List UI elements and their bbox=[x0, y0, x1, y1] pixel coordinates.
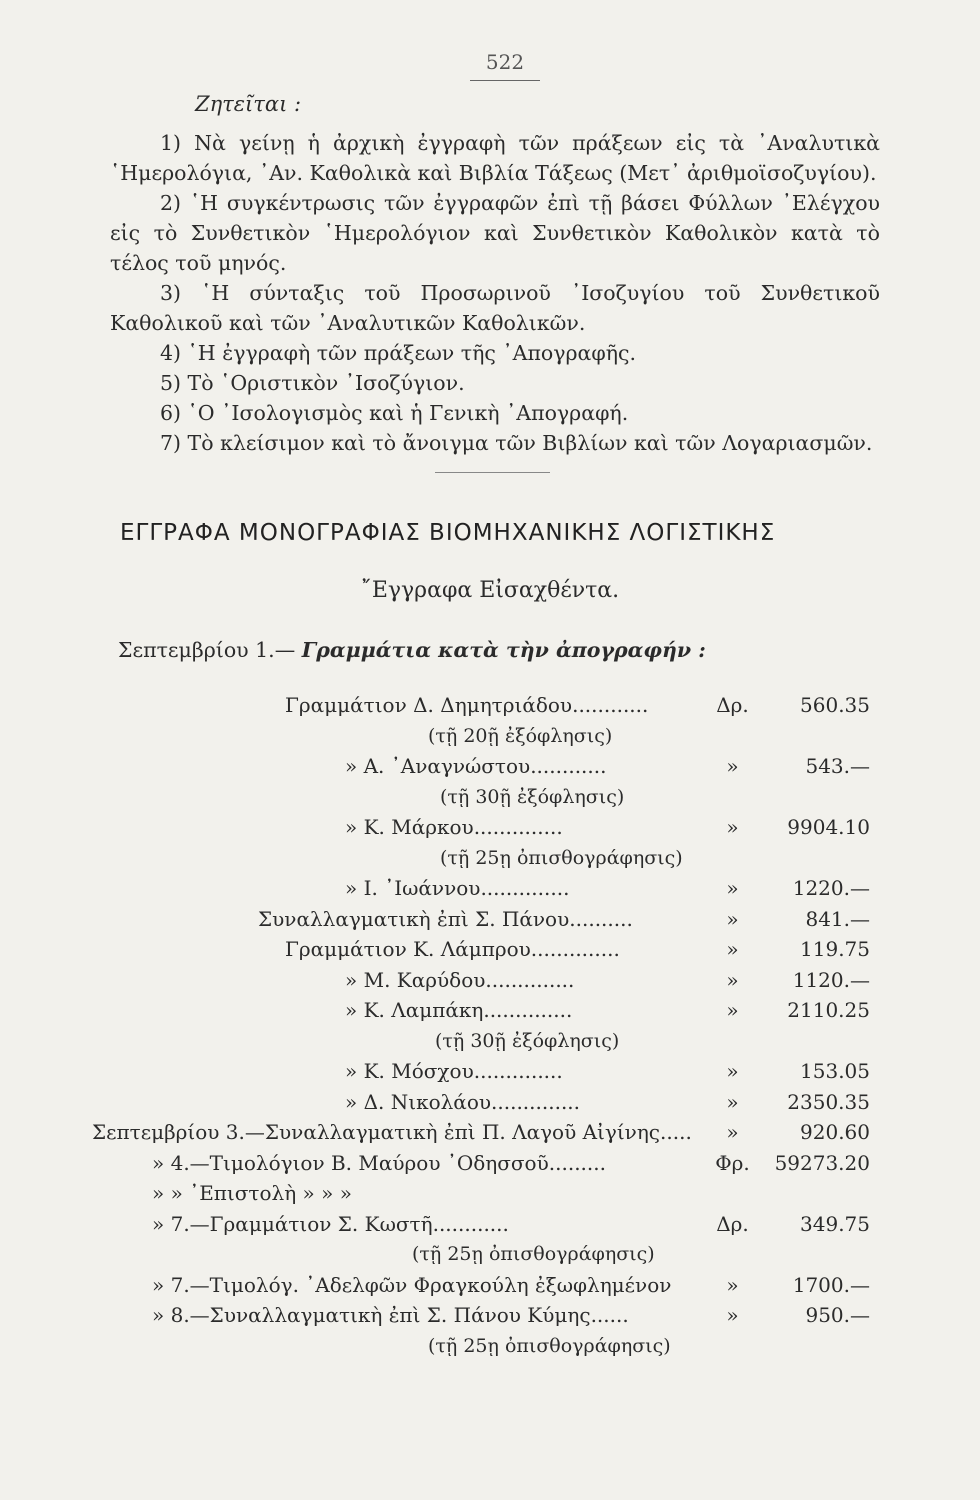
entry-amount: 59273.20 bbox=[774, 1150, 870, 1175]
entry-note: (τῇ 30ῇ ἐξόφλησις) bbox=[435, 1029, 620, 1052]
entry-note: (τῇ 25ῃ ὀπισθογράφησις) bbox=[440, 846, 683, 869]
entry-currency: Δρ. bbox=[716, 693, 749, 717]
ledger-row bbox=[0, 904, 980, 935]
entry-label: » Κ. Μάρκου.............. bbox=[345, 815, 563, 839]
entry-currency: » bbox=[726, 1059, 739, 1083]
entry-currency: Φρ. bbox=[715, 1150, 750, 1175]
ledger-row bbox=[0, 690, 980, 721]
ledger-row bbox=[0, 751, 980, 782]
list-item: 5) Τὸ ῾Οριστικὸν ᾿Ισοζύγιον. bbox=[160, 371, 465, 395]
list-item: 3) ῾Η σύνταξις τοῦ Προσωρινοῦ ᾿Ισοζυγίου τοῦ Συνθετικοῦ Καθολικοῦ καὶ τῶν ᾿Αναλυτικῶν Καθολικῶν. bbox=[110, 281, 880, 335]
caption-label: Γραμμάτια κατὰ τὴν ἀπογραφήν : bbox=[301, 638, 706, 662]
entry-currency: » bbox=[726, 1089, 739, 1114]
ledger-row bbox=[0, 721, 980, 752]
entry-amount: 1220.— bbox=[792, 876, 870, 900]
date-label: Σεπτεμβρίου 1.— bbox=[118, 638, 296, 662]
entry-note: (τῇ 25ῃ ὀπισθογράφησις) bbox=[412, 1243, 655, 1265]
entry-label: » Κ. Λαμπάκη.............. bbox=[345, 998, 573, 1022]
entry-currency: » bbox=[726, 1303, 739, 1327]
entry-currency: » bbox=[726, 906, 739, 931]
entry-amount: 153.05 bbox=[800, 1059, 870, 1083]
entry-currency: » bbox=[726, 754, 739, 778]
entry-amount: 1700.— bbox=[792, 1272, 870, 1297]
entry-label: » 4.—Τιμολόγιον Β. Μαύρου ᾿Οδησσοῦ......... bbox=[152, 1150, 606, 1175]
entry-note: (τῇ 30ῇ ἐξόφλησις) bbox=[440, 785, 625, 808]
entry-amount: 920.60 bbox=[800, 1120, 870, 1144]
list-item: 4) ῾Η ἐγγραφὴ τῶν πράξεων τῆς ᾿Απογραφῆς. bbox=[160, 341, 637, 365]
entry-label: Γραμμάτιον Κ. Λάμπρου.............. bbox=[285, 937, 620, 961]
section-divider bbox=[435, 472, 550, 473]
ledger-row bbox=[0, 965, 980, 996]
ledger-row bbox=[0, 843, 980, 874]
date-caption bbox=[118, 638, 706, 662]
section-heading: ΕΓΓΡΑΦΑ ΜΟΝΟΓΡΑΦΙΑΣ ΒΙΟΜΗΧΑΝΙΚΗΣ ΛΟΓΙΣΤΙΚΗΣ bbox=[120, 520, 776, 546]
list-item: 2) ῾Η συγκέντρωσις τῶν ἐγγραφῶν ἐπὶ τῇ βάσει Φύλλων ᾿Ελέγχου εἰς τὸ Συνθετικὸν ῾Ημερολόγιον καὶ Συνθετικὸν Καθολικὸν κατὰ τὸ τέλος τοῦ μηνός. bbox=[110, 191, 880, 275]
ledger-entries bbox=[0, 690, 980, 1361]
entry-label: Συναλλαγματικὴ ἐπὶ Σ. Πάνου.......... bbox=[258, 906, 633, 931]
entry-amount: 2350.35 bbox=[787, 1089, 870, 1114]
entry-amount: 950.— bbox=[805, 1303, 870, 1327]
entry-currency: » bbox=[726, 1272, 739, 1297]
entry-amount: 543.— bbox=[805, 754, 870, 778]
entry-note: (τῇ 25ῃ ὀπισθογράφησις) bbox=[428, 1334, 671, 1357]
entry-label: » 8.—Συναλλαγματικὴ ἐπὶ Σ. Πάνου Κύμης...... bbox=[152, 1303, 629, 1327]
list-item: 6) ῾Ο ᾿Ισολογισμὸς καὶ ἡ Γενικὴ ᾿Απογραφή. bbox=[160, 401, 629, 425]
ledger-row bbox=[0, 1178, 980, 1209]
entry-label: » Κ. Μόσχου.............. bbox=[345, 1059, 563, 1083]
entry-label: » Ι. ᾿Ιωάννου.............. bbox=[345, 876, 570, 900]
entry-label: » Μ. Καρύδου.............. bbox=[345, 967, 575, 992]
entry-label: » 7.—Γραμμάτιον Σ. Κωστῆ............ bbox=[152, 1211, 509, 1236]
entry-label: » » ᾿Επιστολὴ » » » bbox=[152, 1181, 352, 1205]
entry-amount: 119.75 bbox=[800, 937, 870, 961]
ledger-row bbox=[0, 782, 980, 813]
ledger-row bbox=[0, 1087, 980, 1118]
ledger-row bbox=[0, 1026, 980, 1057]
entry-currency: » bbox=[726, 967, 739, 992]
entry-currency: » bbox=[726, 937, 739, 961]
ledger-row bbox=[0, 934, 980, 965]
ledger-row bbox=[0, 1331, 980, 1362]
ledger-row bbox=[0, 873, 980, 904]
task-list bbox=[110, 128, 880, 458]
entry-currency: » bbox=[726, 815, 739, 839]
ledger-row bbox=[0, 1300, 980, 1331]
ledger-row bbox=[0, 1209, 980, 1240]
list-item: 7) Τὸ κλείσιμον καὶ τὸ ἄνοιγμα τῶν Βιβλίων καὶ τῶν Λογαριασμῶν. bbox=[160, 431, 873, 455]
ledger-row bbox=[0, 1270, 980, 1301]
ledger-row bbox=[0, 1117, 980, 1148]
ledger-row bbox=[0, 1148, 980, 1179]
entry-amount: 560.35 bbox=[800, 693, 870, 717]
entry-label: » 7.—Τιμολόγ. ᾿Αδελφῶν Φραγκούλη ἐξωφλημένον bbox=[152, 1272, 672, 1297]
ledger-row bbox=[0, 812, 980, 843]
entry-currency: Δρ. bbox=[716, 1211, 749, 1236]
entry-amount: 349.75 bbox=[800, 1211, 870, 1236]
entry-currency: » bbox=[726, 876, 739, 900]
entry-currency: » bbox=[726, 998, 739, 1022]
entry-note: (τῇ 20ῇ ἐξόφλησις) bbox=[428, 724, 613, 747]
entry-label: Γραμμάτιον Δ. Δημητριάδου............ bbox=[285, 693, 649, 717]
ledger-row bbox=[0, 1056, 980, 1087]
entry-label: » Δ. Νικολάου.............. bbox=[345, 1089, 581, 1114]
entry-currency: » bbox=[726, 1120, 739, 1144]
ledger-row bbox=[0, 1239, 980, 1270]
intro-label: Ζητεῖται : bbox=[195, 92, 302, 116]
entry-amount: 841.— bbox=[805, 906, 870, 931]
entry-amount: 1120.— bbox=[792, 967, 870, 992]
entry-amount: 9904.10 bbox=[787, 815, 870, 839]
ledger-row bbox=[0, 995, 980, 1026]
entry-label: » Α. ᾿Αναγνώστου............ bbox=[345, 754, 607, 778]
entry-label: Σεπτεμβρίου 3.—Συναλλαγματικὴ ἐπὶ Π. Λαγοῦ Αἰγίνης..... bbox=[92, 1120, 692, 1144]
page-number: 522 bbox=[470, 50, 540, 81]
list-item: 1) Νὰ γείνῃ ἡ ἀρχικὴ ἐγγραφὴ τῶν πράξεων εἰς τὰ ᾿Αναλυτικὰ ῾Ημερολόγια, ᾿Αν. Καθολικὰ καὶ Βιβλία Τάξεως (Μετ᾿ ἀριθμοϊσοζυγίου). bbox=[110, 131, 880, 185]
section-subheading: ῎Εγγραφα Εἰσαχθέντα. bbox=[360, 578, 620, 603]
entry-amount: 2110.25 bbox=[787, 998, 870, 1022]
